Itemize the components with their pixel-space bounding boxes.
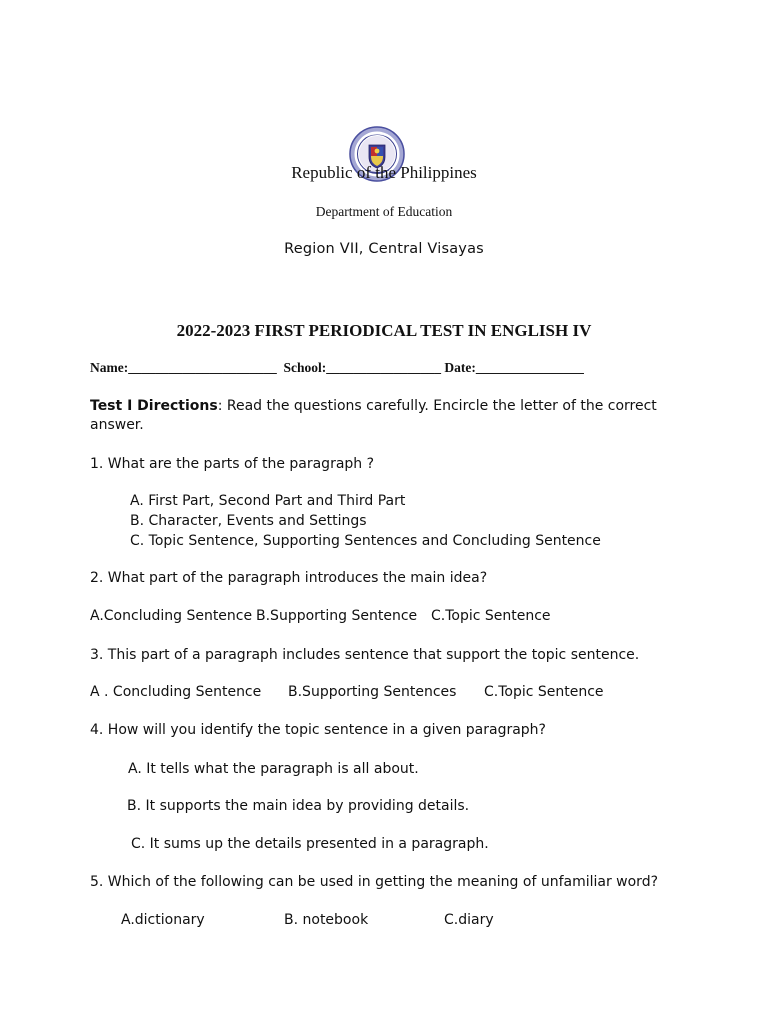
- question-5-choice-a: A.dictionary: [121, 912, 205, 928]
- question-2-choice-b: B.Supporting Sentence: [256, 608, 418, 624]
- date-label: Date:: [444, 360, 476, 375]
- school-blank: _________________: [326, 360, 441, 375]
- test-title: 2022-2023 FIRST PERIODICAL TEST IN ENGLISH IV: [176, 321, 592, 340]
- question-4-choice-c: C. It sums up the details presented in a paragraph.: [131, 836, 489, 852]
- question-5-choice-b: B. notebook: [284, 912, 369, 928]
- question-1-choice-b: B. Character, Events and Settings: [130, 513, 367, 529]
- region-heading: Region VII, Central Visayas: [284, 241, 484, 257]
- date-blank: ________________: [475, 360, 584, 375]
- directions-text-cont: answer.: [90, 417, 144, 433]
- directions-text: : Read the questions carefully. Encircle the letter of the correct: [217, 398, 657, 414]
- question-2-choice-c: C.Topic Sentence: [431, 608, 551, 624]
- directions-label: Test I Directions: [90, 398, 218, 414]
- question-4-choice-b: B. It supports the main idea by providing details.: [127, 798, 470, 814]
- school-label: School:: [283, 360, 327, 375]
- question-2-choice-a: A.Concluding Sentence: [90, 608, 253, 624]
- question-4-choice-a: A. It tells what the paragraph is all about.: [128, 761, 419, 777]
- name-label: Name:: [90, 360, 129, 375]
- question-3-choice-b: B.Supporting Sentences: [288, 684, 457, 700]
- name-blank: ______________________: [128, 360, 277, 375]
- question-3-choice-a: A . Concluding Sentence: [90, 684, 262, 700]
- question-3-choice-c: C.Topic Sentence: [484, 684, 604, 700]
- question-1-choice-c: C. Topic Sentence, Supporting Sentences and Concluding Sentence: [130, 533, 601, 549]
- question-4: 4. How will you identify the topic sentence in a given paragraph?: [90, 722, 546, 738]
- student-info-line: [90, 360, 584, 376]
- republic-heading: Republic of the Philippines: [291, 163, 477, 182]
- question-1-choice-a: A. First Part, Second Part and Third Part: [130, 493, 406, 509]
- question-5: 5. Which of the following can be used in getting the meaning of unfamiliar word?: [90, 874, 659, 890]
- directions-line: [90, 398, 657, 414]
- question-2: 2. What part of the paragraph introduces the main idea?: [90, 570, 488, 586]
- department-heading: Department of Education: [315, 204, 453, 219]
- question-1: 1. What are the parts of the paragraph ?: [90, 456, 375, 472]
- question-5-choice-c: C.diary: [444, 912, 494, 928]
- question-3: 3. This part of a paragraph includes sentence that support the topic sentence.: [90, 647, 640, 663]
